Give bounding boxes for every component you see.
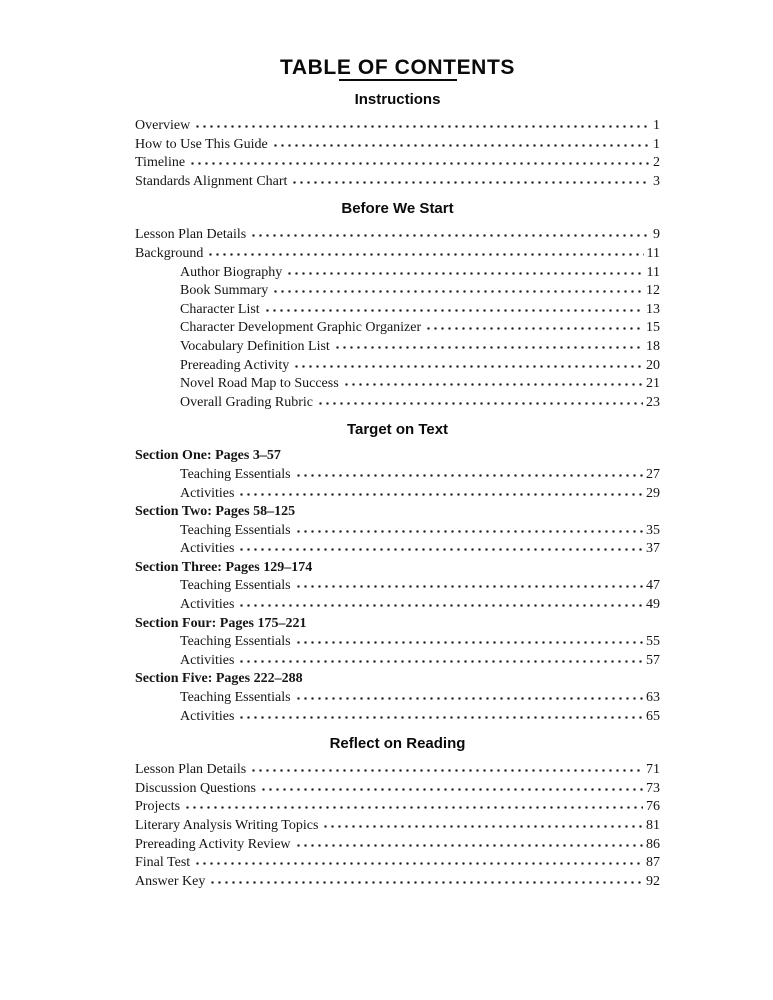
toc-entry-label: Final Test [135, 855, 191, 871]
toc-entry-page: 29 [646, 485, 660, 501]
toc-entry-row [135, 154, 660, 173]
toc-entry-row [135, 117, 660, 136]
toc-entry-row [135, 761, 660, 780]
toc-entry-label: Prereading Activity Review [135, 836, 291, 852]
toc-entry-row [135, 540, 660, 559]
toc-entry-label: Discussion Questions [135, 780, 256, 796]
toc-entry-row [135, 817, 660, 836]
toc-entry-label: Novel Road Map to Success [180, 376, 339, 392]
toc-entry-row [135, 854, 660, 873]
dot-leader [260, 788, 643, 791]
title-underline [339, 79, 457, 81]
toc-entry-page: 92 [646, 873, 660, 889]
toc-entry-row [135, 652, 660, 671]
toc-entry-page: 12 [646, 283, 660, 299]
section-heading: Instructions [354, 91, 441, 108]
dot-leader [272, 144, 650, 147]
toc-entry-row [135, 596, 660, 615]
toc-entry-page: 20 [646, 357, 660, 373]
toc-entry-page: 3 [653, 173, 660, 189]
toc-entry-page: 63 [646, 690, 660, 706]
toc-entry-row [135, 522, 660, 541]
toc-entry-row [135, 226, 660, 245]
toc-entry-label: Projects [135, 799, 181, 815]
dot-leader [272, 290, 643, 293]
dot-leader [189, 162, 650, 165]
toc-entry-label: Teaching Essentials [180, 690, 291, 706]
toc-entry-page: 27 [646, 466, 660, 482]
dot-leader [184, 806, 643, 809]
toc-entry-row [135, 338, 660, 357]
toc-entry-label: Lesson Plan Details [135, 762, 247, 778]
dot-leader [317, 402, 643, 405]
toc-entry-row [135, 264, 660, 283]
dot-leader [295, 530, 643, 533]
toc-entry-page: 47 [646, 578, 660, 594]
toc-entry-page: 35 [646, 522, 660, 538]
toc-entry-label: Activities [180, 708, 235, 724]
toc-entry-row [135, 301, 660, 320]
toc-entry-page: 76 [646, 799, 660, 815]
toc-entry-label: Literary Analysis Writing Topics [135, 818, 319, 833]
toc-entry-label: Teaching Essentials [180, 578, 291, 594]
dot-leader [295, 474, 643, 477]
toc-entry-label: Section Two: Pages 58–125 [135, 504, 296, 520]
toc-entry-page: 21 [646, 376, 660, 392]
toc-entry-label: Overview [135, 118, 191, 133]
toc-entry-page: 1 [653, 136, 660, 152]
toc-entry-label: Prereading Activity [180, 357, 290, 373]
toc-entry-label: Activities [180, 597, 235, 613]
toc-entry-label: Author Biography [180, 264, 283, 280]
toc-entry-label: Background [135, 245, 204, 261]
toc-entry-page: 55 [646, 634, 660, 650]
toc-entry-page: 57 [646, 652, 660, 668]
toc-entry-label: Answer Key [135, 873, 206, 889]
toc-entry-row [135, 245, 660, 264]
dot-leader [343, 383, 643, 386]
toc-entry-label: Section Three: Pages 129–174 [135, 559, 313, 575]
toc-entry-page: 23 [646, 394, 660, 410]
toc-entry-label: Activities [180, 541, 235, 557]
dot-leader [238, 604, 643, 607]
dot-leader [209, 881, 643, 884]
dot-leader [238, 660, 643, 663]
toc-entry-row [135, 689, 660, 708]
dot-leader [295, 697, 643, 700]
toc-entry-page: 87 [646, 855, 660, 871]
toc-entry-page: 71 [646, 762, 660, 778]
dot-leader [295, 641, 643, 644]
dot-leader [291, 181, 650, 184]
toc-entry-label: Vocabulary Definition List [180, 338, 330, 354]
toc-entry-label: Section Four: Pages 175–221 [135, 615, 307, 631]
page-title [280, 56, 515, 80]
dot-leader [293, 365, 643, 368]
toc-entry-page: 81 [646, 818, 660, 833]
toc-entry-label: Timeline [135, 155, 186, 171]
toc-entry-row [135, 708, 660, 727]
dot-leader [334, 346, 643, 349]
toc-entry-page: 2 [653, 155, 660, 171]
toc-entry-row [135, 873, 660, 892]
toc-entry-page: 13 [646, 301, 660, 317]
toc-group-row [135, 447, 660, 466]
toc-entry-row [135, 485, 660, 504]
section-heading: Target on Text [346, 421, 449, 439]
toc-entry-label: How to Use This Guide [135, 136, 268, 152]
toc-entry-label: Activities [180, 652, 235, 668]
toc-entry-row [135, 798, 660, 817]
toc-entry-row [135, 319, 660, 338]
toc-entry-row [135, 466, 660, 485]
toc-entry-label: Character Development Graphic Organizer [180, 320, 422, 336]
title-wrap [135, 56, 660, 80]
toc-entry-row [135, 780, 660, 799]
dot-leader [295, 844, 643, 847]
page-title-text: TABLE OF CONTENTS [280, 56, 515, 79]
toc-entry-label: Teaching Essentials [180, 522, 291, 538]
dot-leader [194, 125, 650, 128]
dot-leader [322, 825, 643, 828]
dot-leader [250, 234, 650, 237]
toc-entry-row [135, 633, 660, 652]
toc-entry-label: Teaching Essentials [180, 466, 291, 482]
toc-group-row [135, 559, 660, 578]
toc-entry-page: 65 [646, 708, 660, 724]
toc-group-row [135, 615, 660, 634]
toc-entry-row [135, 282, 660, 301]
toc-group-row [135, 670, 660, 689]
dot-leader [238, 493, 643, 496]
toc-entry-page: 9 [653, 227, 660, 243]
dot-leader [250, 769, 643, 772]
toc-entry-row [135, 173, 660, 192]
toc-entry-label: Teaching Essentials [180, 634, 291, 650]
toc-entry-page: 49 [646, 597, 660, 613]
dot-leader [264, 309, 643, 312]
toc-group-row [135, 503, 660, 522]
dot-leader [207, 253, 643, 256]
toc-entry-page: 18 [646, 338, 660, 354]
dot-leader [286, 272, 643, 275]
dot-leader [425, 327, 643, 330]
toc-entry-row [135, 394, 660, 413]
toc-entry-label: Section One: Pages 3–57 [135, 448, 281, 464]
toc-entry-page: 15 [646, 320, 660, 336]
toc-entry-label: Lesson Plan Details [135, 227, 247, 243]
toc-entry-row [135, 357, 660, 376]
toc-entry-row [135, 577, 660, 596]
toc-sections [135, 90, 660, 891]
toc-entry-label: Overall Grading Rubric [180, 394, 313, 410]
toc-entry-label: Activities [180, 485, 235, 501]
toc-entry-page: 37 [646, 541, 660, 557]
dot-leader [295, 585, 643, 588]
section-heading: Reflect on Reading [329, 735, 466, 753]
dot-leader [238, 548, 643, 551]
toc-entry-row [135, 836, 660, 855]
toc-entry-row [135, 375, 660, 394]
dot-leader [194, 862, 643, 865]
toc-entry-page: 1 [653, 118, 660, 133]
toc-entry-label: Standards Alignment Chart [135, 173, 288, 189]
dot-leader [238, 716, 643, 719]
toc-entry-label: Section Five: Pages 222–288 [135, 671, 303, 687]
toc-entry-page: 86 [646, 836, 660, 852]
toc-entry-page: 11 [646, 264, 660, 280]
toc-entry-page: 73 [646, 780, 660, 796]
toc-entry-label: Book Summary [180, 283, 269, 299]
toc-entry-label: Character List [180, 301, 260, 317]
section-heading: Before We Start [341, 200, 454, 218]
toc-entry-row [135, 136, 660, 155]
toc-entry-page: 11 [646, 245, 660, 261]
